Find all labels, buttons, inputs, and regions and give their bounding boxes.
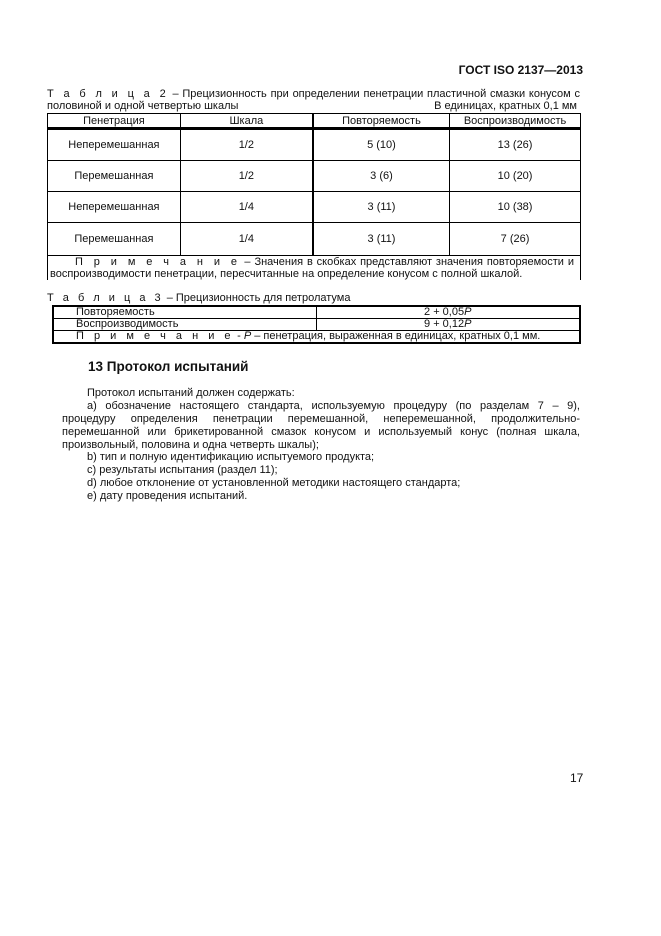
cell: Воспроизводимость (53, 319, 316, 331)
table3-note (53, 331, 580, 344)
cell (316, 319, 580, 331)
note-dash: - (234, 330, 244, 342)
cell: 3 (11) (313, 192, 450, 223)
document-header: ГОСТ ISO 2137—2013 (458, 63, 583, 77)
table2-units: В единицах, кратных 0,1 мм (434, 100, 577, 112)
header-cell: Пенетрация (48, 114, 181, 129)
cell: 7 (26) (450, 223, 581, 256)
table3 (52, 305, 581, 344)
cell: Неперемешанная (48, 192, 181, 223)
cell (316, 306, 580, 319)
table-row (48, 129, 581, 161)
list-item: d) любое отклонение от установленной методики настоящего стандарта; (87, 477, 461, 489)
header-cell: Повторяемость (313, 114, 450, 129)
cell: 5 (10) (313, 129, 450, 161)
note-text: – пенетрация, выраженная в единицах, кратных 0,1 мм. (251, 330, 541, 342)
table-header-row (48, 114, 581, 129)
value: 9 + 0,12 (424, 318, 465, 330)
header-cell: Шкала (180, 114, 313, 129)
list-item: b) тип и полную идентификацию испытуемого продукта; (87, 451, 375, 463)
table-row (48, 192, 581, 223)
cell: Неперемешанная (48, 129, 181, 161)
cell: 10 (20) (450, 161, 581, 192)
cell: 3 (11) (313, 223, 450, 256)
list-item: a) обозначение настоящего стандарта, используемую процедуру (по разделам 7 – 9), процедуру определения пенетрации перемешанной, неперемешанной, продолжительно-перемешанной или брикетированной смазок конусом и используемый конус (полная шкала, произвольный, половина и одна четверть шкалы); (62, 400, 580, 451)
cell: 10 (38) (450, 192, 581, 223)
caption-text: – Прецизионность для петролатума (163, 292, 351, 304)
cell: Повторяемость (53, 306, 316, 319)
caption-label: Т а б л и ц а 2 (47, 88, 169, 100)
cell: Перемешанная (48, 161, 181, 192)
note-label: П р и м е ч а н и е (76, 330, 235, 342)
value: 2 + 0,05 (424, 306, 465, 318)
table-row (48, 223, 581, 256)
symbol: P (243, 330, 252, 342)
cell: 1/2 (180, 161, 313, 192)
cell: 3 (6) (313, 161, 450, 192)
note-label: П р и м е ч а н и е (75, 256, 241, 268)
table-note-row (48, 256, 581, 281)
list-item: c) результаты испытания (раздел 11); (87, 464, 278, 476)
cell: Перемешанная (48, 223, 181, 256)
cell: 1/4 (180, 223, 313, 256)
header-cell: Воспроизводимость (450, 114, 581, 129)
table2 (47, 113, 581, 280)
note-text: – Значения в скобках представляют значения повторяемости и воспроизводимости пенетрации, пересчитанные на определение конусом с полной шкалой. (50, 256, 574, 280)
table2-note (48, 256, 581, 281)
table-note-row (53, 331, 580, 344)
table-row (53, 306, 580, 319)
table-row (48, 161, 581, 192)
table-row (53, 319, 580, 331)
symbol: P (464, 306, 472, 318)
table3-caption (47, 292, 350, 304)
table2-caption (47, 88, 580, 100)
caption-label: Т а б л и ц а 3 (47, 292, 164, 304)
list-item: e) дату проведения испытаний. (87, 490, 248, 502)
cell: 1/4 (180, 192, 313, 223)
caption-text: – Прецизионность при определении пенетрации пластичной смазки конусом с (168, 88, 580, 100)
table2-caption-line2: половиной и одной четвертью шкалы (47, 100, 239, 112)
cell: 13 (26) (450, 129, 581, 161)
section-intro: Протокол испытаний должен содержать: (87, 387, 295, 399)
cell: 1/2 (180, 129, 313, 161)
page-number: 17 (570, 771, 584, 785)
symbol: P (464, 318, 472, 330)
section-title: 13 Протокол испытаний (88, 359, 249, 374)
